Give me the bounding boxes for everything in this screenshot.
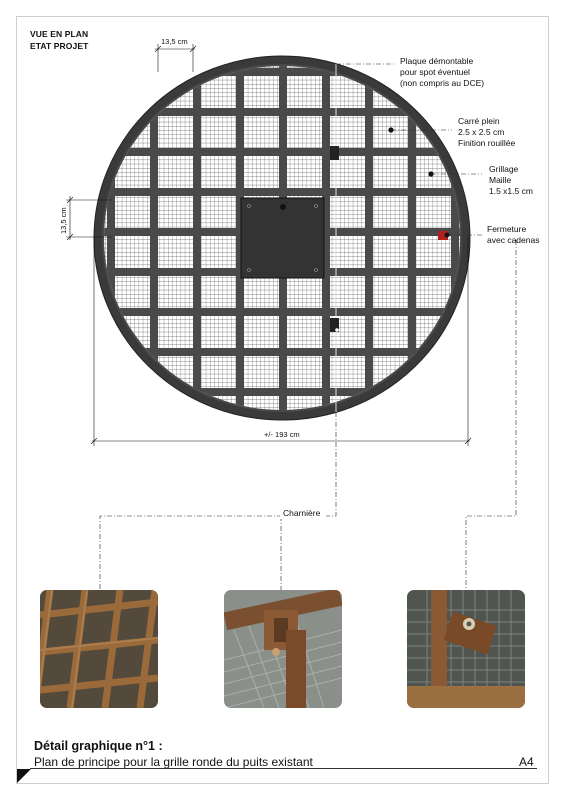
horizontal-bar [90, 148, 475, 156]
svg-text:Finition rouillée [458, 138, 515, 148]
sheet-format: A4 [519, 755, 534, 769]
dim-top-text: 13,5 cm [161, 37, 188, 46]
callout-square-line: Finition rouillée [458, 138, 516, 148]
vertical-bar [107, 50, 115, 430]
callout-square-line: 2.5 x 2.5 cm [458, 127, 505, 137]
photo-hinge-icon [224, 590, 342, 708]
hinge-pin [335, 328, 339, 332]
hinge-top [330, 146, 339, 160]
callout-mesh [489, 164, 533, 196]
plate-bolt-top [280, 204, 286, 210]
photo-grid-detail [40, 590, 158, 708]
callout-mesh-line: 1.5 x1.5 cm [489, 186, 533, 196]
svg-text:2.5 x 2.5 cm [458, 127, 504, 137]
callout-mesh-line: Maille [489, 175, 512, 185]
central-plate [241, 198, 324, 278]
title-block [34, 739, 313, 769]
callout-lock-line: Fermeture [487, 224, 527, 234]
title-rule [30, 768, 537, 769]
dim-diameter-text: +/- 193 cm [264, 430, 300, 439]
callout-hinge: Charnière [283, 508, 321, 518]
detail-title: Détail graphique n°1 : [34, 739, 163, 753]
callout-plate-line: pour spot éventuel [400, 67, 470, 77]
svg-text:Fermeture [487, 224, 526, 234]
horizontal-bar [90, 308, 475, 316]
corner-mark [17, 769, 31, 783]
vertical-bar [451, 50, 459, 430]
callout-mesh-line: Grillage [489, 164, 519, 174]
photo-lock-icon [407, 590, 525, 708]
vertical-bar [193, 50, 201, 430]
view-label: VUE EN PLAN [30, 29, 89, 39]
callout-square-line: Carré plein [458, 116, 500, 126]
svg-text:Grillage [489, 164, 519, 174]
photo-grid-icon [40, 590, 158, 708]
photo-hinge-detail [224, 590, 342, 708]
vertical-bar [365, 50, 373, 430]
callout-lock-line: avec cadenas [487, 235, 540, 245]
callout-plate-line: (non compris au DCE) [400, 78, 485, 88]
state-label: ETAT PROJET [30, 41, 89, 51]
svg-text:Maille [489, 175, 511, 185]
svg-text:avec cadenas [487, 235, 539, 245]
svg-text:pour spot éventuel [400, 67, 470, 77]
dim-top-lines [155, 44, 196, 72]
svg-text:(non compris au DCE) [400, 78, 484, 88]
photo-lock-detail [407, 590, 525, 708]
svg-text:Plaque démontable [400, 56, 474, 66]
callout-plate-line: Plaque démontable [400, 56, 474, 66]
dim-left-text: 13,5 cm [59, 207, 68, 234]
horizontal-bar [90, 188, 475, 196]
svg-text:Carré plein [458, 116, 500, 126]
callout-square [458, 116, 515, 148]
callout-plate [400, 56, 484, 88]
detail-subtitle: Plan de principe pour la grille ronde du puits existant [34, 755, 313, 769]
callout-lock [487, 224, 539, 245]
horizontal-bar [90, 388, 475, 396]
svg-text:1.5 x1.5 cm [489, 186, 533, 196]
